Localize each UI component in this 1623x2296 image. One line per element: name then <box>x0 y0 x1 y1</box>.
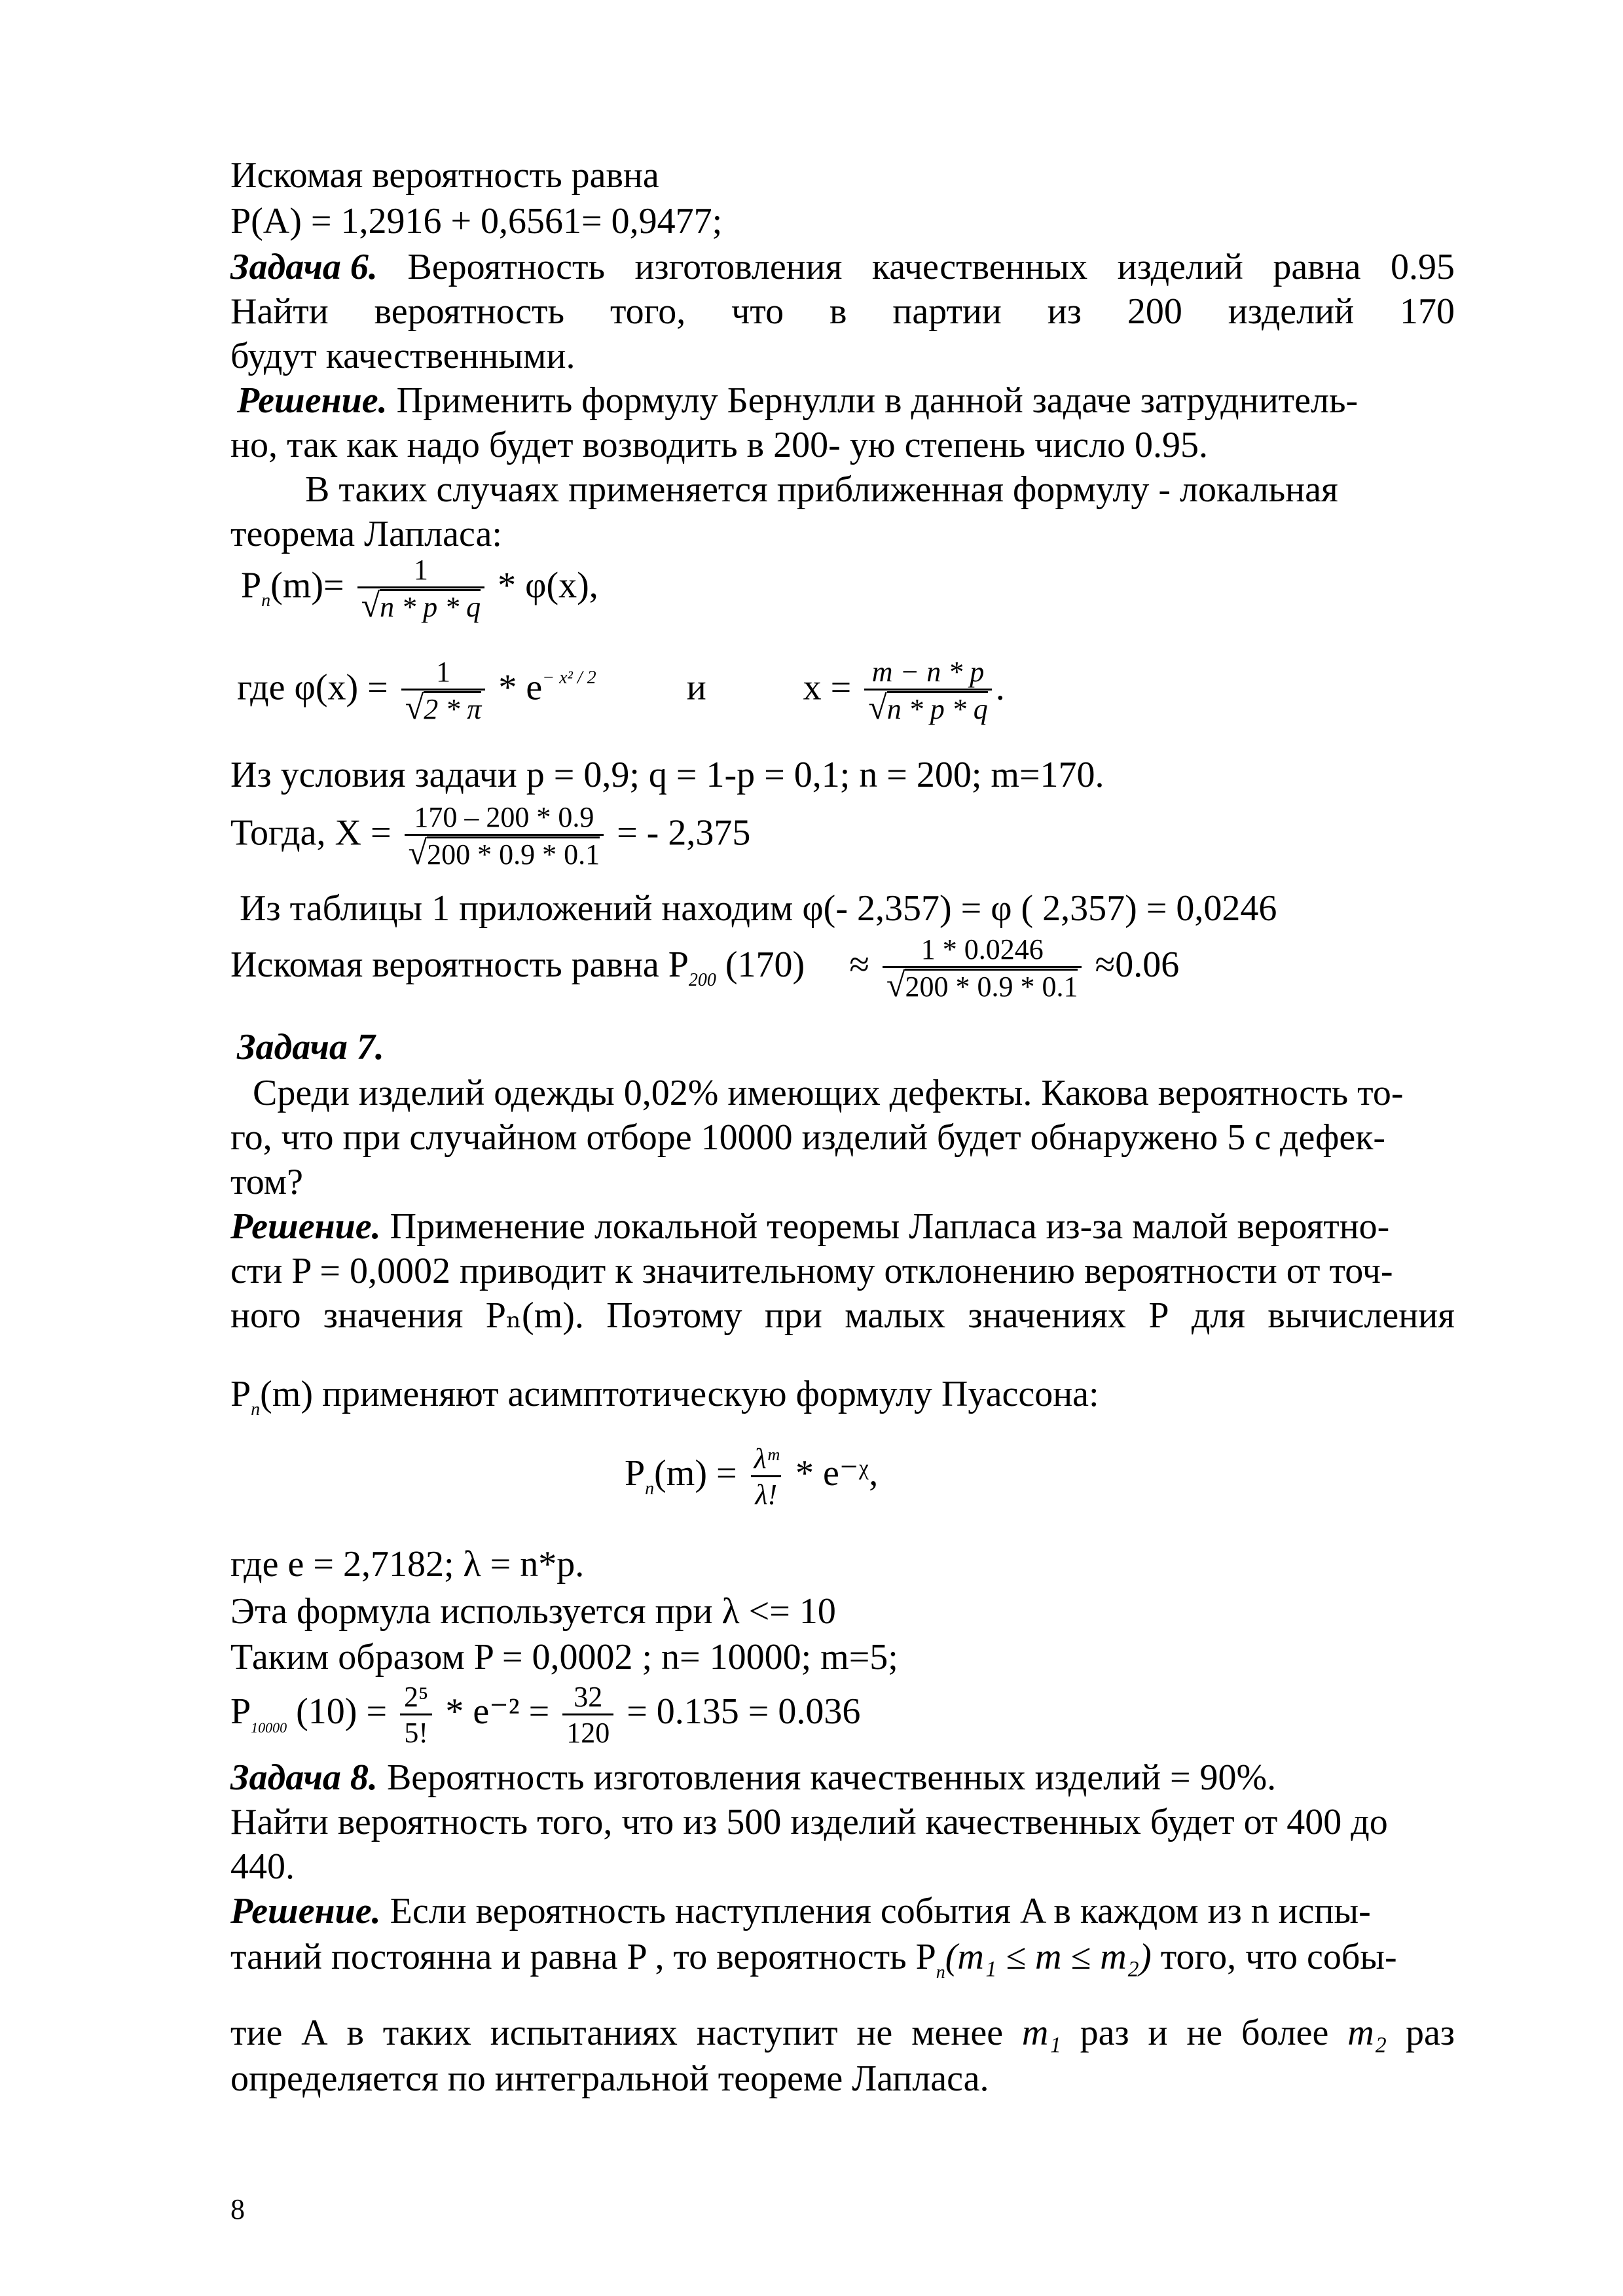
numerator: 32 <box>574 1680 603 1713</box>
formula-lhs: где φ(x) = <box>237 667 388 708</box>
text: ≈0.06 <box>1095 944 1180 985</box>
task-8-line-1 <box>230 1757 1276 1799</box>
word: m₁ <box>1021 2013 1061 2053</box>
word: при <box>764 1295 822 1336</box>
word: испытаниях <box>490 2013 678 2053</box>
formula-poisson <box>625 1437 878 1516</box>
fraction <box>562 1681 613 1749</box>
formula-sub: n <box>261 590 271 611</box>
text: Вероятность изготовления качественных изделий = 90%. <box>377 1757 1277 1798</box>
numerator: 1 * 0.0246 <box>921 933 1044 965</box>
word: изделий <box>1228 291 1355 332</box>
word: из <box>1047 291 1082 332</box>
formula-sub: 10000 <box>251 1719 287 1736</box>
word: малых <box>845 1295 946 1336</box>
page-number: 8 <box>230 2193 245 2225</box>
task-7-label: Задача 7. <box>237 1027 384 1067</box>
probability-result <box>230 932 1179 1004</box>
text: = 0.135 = 0.036 <box>627 1691 861 1732</box>
denominator: √200 * 0.9 * 0.1 <box>883 966 1082 1003</box>
solution-label: Решение. <box>230 1891 381 1931</box>
word: вычисления <box>1267 1295 1455 1336</box>
formula-sub: 200 <box>688 970 716 990</box>
formula-p: P <box>625 1453 646 1494</box>
radicand: 200 * 0.9 * 0.1 <box>905 969 1078 1003</box>
fraction <box>405 801 604 871</box>
fraction <box>401 656 486 726</box>
formula-p: P <box>230 1691 251 1732</box>
denominator: λ! <box>751 1475 781 1511</box>
solution-label: Решение. <box>237 380 388 421</box>
word: значения <box>323 1295 464 1336</box>
task-6-line-2 <box>230 291 1455 332</box>
word: A <box>301 2013 328 2053</box>
formula-range: (m₁ ≤ m ≤ m₂) <box>945 1937 1152 1977</box>
task-6-line-1 <box>230 246 1455 288</box>
task-7-line-2: го, что при случайном отборе 10000 изделий будет обнаружено 5 с дефек- <box>230 1117 1386 1158</box>
numerator: 1 <box>436 656 451 688</box>
word: Найти <box>230 291 329 332</box>
word: m₂ <box>1347 2013 1387 2053</box>
formula-rhs: * e⁻ᵡ, <box>795 1453 879 1494</box>
solution-6-line-1 <box>237 380 1358 422</box>
solution-6-line-2: но, так как надо будет возводить в 200- ую степень число 0.95. <box>230 425 1209 465</box>
conditions-line: Из условия задачи p = 0,9; q = 1-p = 0,1; n = 200; m=170. <box>230 755 1104 795</box>
formula-phi <box>237 656 1005 726</box>
word: таких <box>382 2013 471 2053</box>
word: изготовления <box>634 247 843 287</box>
word: тие <box>230 2013 283 2053</box>
word: раз <box>1080 2013 1129 2053</box>
text: таний постоянна и равна P , то вероятность P <box>230 1937 936 1977</box>
fraction <box>864 656 992 726</box>
radicand: n * p * q <box>887 691 988 725</box>
text: (10) = <box>287 1691 388 1732</box>
word: равна <box>1273 247 1361 287</box>
fraction <box>400 1681 432 1749</box>
task-7-line-1: Среди изделий одежды 0,02% имеющих дефекты. Какова вероятность то- <box>253 1073 1404 1113</box>
solution-8-line-1 <box>230 1890 1371 1932</box>
formula-p: P <box>241 565 262 606</box>
word: наступит <box>696 2013 838 2053</box>
numerator: m − n * p <box>871 656 985 688</box>
text: Если вероятность наступления события A в каждом из n испы- <box>380 1891 1371 1931</box>
word: 0.95 <box>1391 247 1455 287</box>
solution-6-line-4: теорема Лапласа: <box>230 514 502 554</box>
word: P <box>1148 1295 1169 1336</box>
formula-sub: n <box>936 1962 945 1982</box>
word: вероятность <box>374 291 565 332</box>
text: того, что собы- <box>1151 1937 1397 1977</box>
numerator: 1 <box>413 554 428 586</box>
word: значениях <box>968 1295 1126 1336</box>
word: более <box>1241 2013 1329 2053</box>
text-line-2: P(A) = 1,2916 + 0,6561= 0,9477; <box>230 201 723 242</box>
task-8-label: Задача 8. <box>230 1757 378 1798</box>
word: раз <box>1406 2013 1455 2053</box>
fraction <box>357 554 485 624</box>
text: * e⁻² = <box>445 1691 550 1732</box>
word: менее <box>911 2013 1004 2053</box>
denominator: √n * p * q <box>864 689 992 726</box>
solution-8-line-3 <box>230 2012 1455 2054</box>
text: Применение локальной теоремы Лапласа из-за малой вероятно- <box>380 1206 1390 1247</box>
word: и <box>1148 2013 1168 2053</box>
formula-m: (m) = <box>654 1453 737 1494</box>
formula-laplace <box>241 554 598 624</box>
word: того, <box>610 291 686 332</box>
word: в <box>346 2013 364 2053</box>
word: Pₙ(m). <box>485 1295 584 1336</box>
fraction <box>750 1443 782 1511</box>
solution-7-line-2: сти P = 0,0002 приводит к значительному отклонению вероятности от точ- <box>230 1251 1393 1291</box>
word: партии <box>892 291 1002 332</box>
solution-7-line-4 <box>230 1373 1099 1422</box>
poisson-params: где e = 2,7182; λ = n*p. <box>230 1544 585 1585</box>
task-8-line-2: Найти вероятность того, что из 500 изделий качественных будет от 400 до <box>230 1802 1388 1842</box>
task-8-line-3: 440. <box>230 1846 295 1887</box>
denominator: 5! <box>400 1713 432 1749</box>
text: Применить формулу Бернулли в данной задаче затруднитель- <box>387 380 1359 421</box>
word: 200 <box>1127 291 1182 332</box>
text-line-1: Искомая вероятность равна <box>230 155 659 196</box>
solution-label: Решение. <box>230 1206 381 1247</box>
text: (m) применяют асимптотическую формулу Пуассона: <box>260 1374 1099 1414</box>
formula-m: (m)= <box>270 565 344 606</box>
formula-p: P <box>230 1374 251 1414</box>
solution-7-line-1 <box>230 1206 1389 1247</box>
task-7-line-3: том? <box>230 1162 303 1202</box>
solution-8-line-2 <box>230 1936 1397 1984</box>
denominator: 120 <box>562 1713 613 1749</box>
radicand: 200 * 0.9 * 0.1 <box>427 836 600 870</box>
solution-8-line-4: определяется по интегральной теореме Лапласа. <box>230 2058 989 2099</box>
word: для <box>1191 1295 1246 1336</box>
denominator: √200 * 0.9 * 0.1 <box>405 834 604 871</box>
task-6-label: Задача 6. <box>230 247 378 287</box>
word: Вероятность <box>407 247 606 287</box>
poisson-result <box>230 1676 860 1755</box>
denominator: √n * p * q <box>357 586 485 624</box>
word: что <box>731 291 784 332</box>
formula-rhs: * φ(x), <box>498 565 598 606</box>
radicand: n * p * q <box>380 589 481 623</box>
word: не <box>1186 2013 1223 2053</box>
denominator: √2 * π <box>401 689 486 726</box>
numerator: 170 – 200 * 0.9 <box>414 801 594 833</box>
formula-x-value <box>230 801 750 871</box>
formula-e: * e <box>498 667 543 708</box>
text: = - 2,375 <box>617 812 751 853</box>
word: в <box>830 291 847 332</box>
text: (170) <box>716 944 805 985</box>
formula-sub: n <box>645 1479 655 1499</box>
word: Поэтому <box>606 1295 742 1336</box>
table-lookup-line: Из таблицы 1 приложений находим φ(- 2,357) = φ ( 2,357) = 0,0246 <box>240 888 1277 929</box>
poisson-values: Таким образом P = 0,0002 ; n= 10000; m=5; <box>230 1637 898 1677</box>
formula-sub: n <box>251 1399 261 1420</box>
numerator: λᵐ <box>754 1442 778 1475</box>
solution-7-line-3 <box>230 1295 1455 1336</box>
fraction <box>883 933 1082 1003</box>
poisson-condition: Эта формула используется при λ <= 10 <box>230 1591 836 1632</box>
text: Искомая вероятность равна P <box>230 944 689 985</box>
conjunction: и <box>686 667 706 708</box>
word: не <box>856 2013 893 2053</box>
solution-6-line-3: В таких случаях применяется приближенная формулу - локальная <box>305 469 1338 510</box>
exponent: − x² / 2 <box>542 668 596 689</box>
radicand: 2 * π <box>424 691 481 725</box>
numerator: 2⁵ <box>404 1680 429 1713</box>
text: Тогда, X = <box>230 812 392 853</box>
word: ного <box>230 1295 301 1336</box>
approx-sign: ≈ <box>849 944 869 985</box>
word: качественных <box>871 247 1088 287</box>
formula-x: x = <box>803 667 852 708</box>
word: изделий <box>1117 247 1243 287</box>
task-6-line-3: будут качественными. <box>230 336 575 376</box>
period: . <box>995 667 1005 708</box>
word: 170 <box>1399 291 1455 332</box>
